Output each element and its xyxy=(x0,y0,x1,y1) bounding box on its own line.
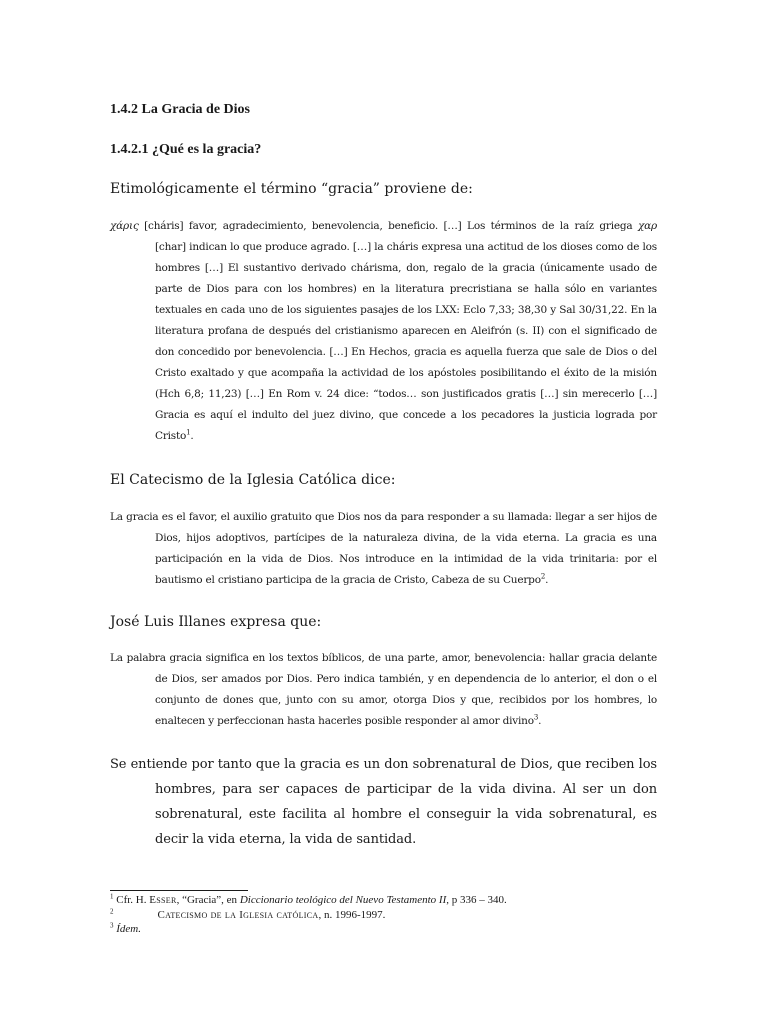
intro-line: Etimológicamente el término “gracia” proviene de: xyxy=(110,181,473,197)
conclusion-paragraph: Se entiende por tanto que la gracia es un don sobrenatural de Dios, que reciben los hombres, para ser capaces de participar de la vida divina. Al ser un don sobrenatural, este facilita al hombre el conseguir la vida sobrenatural, es decir la vida eterna, la vida de santidad. xyxy=(110,757,657,847)
quote-illanes: La palabra gracia significa en los textos bíblicos, de una parte, amor, benevolencia: hallar gracia delante de Dios, ser amados por Dios. Pero indica también, y en dependencia de lo anterior, el don o el conjunto de dones que, junto con su amor, otorga Dios y que, recibidos por los hombres, lo enaltecen y perfeccionan hasta hacerles posible responder al amor divino$^3$. xyxy=(110,652,657,727)
footnote-ref-3[interactable]: 3 xyxy=(533,713,539,722)
footnote-2: $^2$ Catecismo de la Iglesia católica, n. 1996-1997. xyxy=(110,907,386,921)
footnote-3: $^3$ Ídem. xyxy=(110,921,141,935)
greek-word: χάρις xyxy=(110,220,139,232)
illanes-intro: José Luis Illanes expresa que: xyxy=(110,614,322,630)
quote-etymology-text-2: [char] indican lo que produce agrado. […] la cháris expresa una actitud de los dioses como de los hombres […] El sustantivo derivado chárisma, don, regalo de la gracia (únicamente usado de parte de Dios para con los hombres) en la literatura precristiana se halla sólo en variantes textuales en cada uno de los siguientes pasajes de los LXX: Eclo 7,33; 38,30 y Sal 30/31,22. En la literatura profana de después del cristianismo aparecen en Aleifrón (s. II) con el significado de don concedido por benevolencia. […] En Hechos, gracia es aquella fuerza que sale de Dios o del Cristo exaltado y que acompaña la actividad de los apóstoles posibilitando el éxito de la misión (Hch 6,8; 11,23) […] En Rom v. 24 dice: “todos… son justificados gratis […] sin merecerlo […] Gracia es aquí el indulto del juez divino, que concede a los pecadores la justicia lograda por Cristo xyxy=(155,241,657,442)
quote-illanes-text: La palabra gracia significa en los textos bíblicos, de una parte, amor, benevolencia: hallar gracia delante de Dios, ser amados por Dios. Pero indica también, y en dependencia de lo anterior, el don o el conjunto de dones que, junto con su amor, otorga Dios y que, recibidos por los hombres, lo enaltecen y perfeccionan hasta hacerles posible responder al amor divino xyxy=(110,652,657,727)
quote-etymology-text: [cháris] favor, agradecimiento, benevolencia, beneficio. […] Los términos de la raíz griega xyxy=(144,220,633,232)
quote-catecismo: La gracia es el favor, el auxilio gratuito que Dios nos da para responder a su llamada: llegar a ser hijos de Dios, hijos adoptivos, partícipes de la naturaleza divina, de la vida eterna. La gracia es una participación en la vida de Dios. Nos introduce en la intimidad de la vida trinitaria: por el bautismo el cristiano participa de la gracia de Cristo, Cabeza de su Cuerpo$^2$. xyxy=(110,511,657,586)
footnote-separator xyxy=(110,890,248,891)
quote-etymology: χάρις [cháris] favor, agradecimiento, benevolencia, beneficio. […] Los términos de la raíz griega χαρ [char] indican lo que produce agrado. […] la cháris expresa una actitud de los dioses como de los hombres […] El sustantivo derivado chárisma, don, regalo de la gracia (únicamente usado de parte de Dios para con los hombres) en la literatura precristiana se halla sólo en variantes textuales en cada uno de los siguientes pasajes de los LXX: Eclo 7,33; 38,30 y Sal 30/31,22. En la literatura profana de después del cristianismo aparecen en Aleifrón (s. II) con el significado de don concedido por benevolencia. […] En Hechos, gracia es aquella fuerza que sale de Dios o del Cristo exaltado y que acompaña la actividad de los apóstoles posibilitando el éxito de la misión (Hch 6,8; 11,23) […] En Rom v. 24 dice: “todos… son justificados gratis […] sin merecerlo […] Gracia es aquí el indulto del juez divino, que concede a los pecadores la justicia lograda por Cristo$^1$. xyxy=(110,220,658,442)
quote-catecismo-text: La gracia es el favor, el auxilio gratuito que Dios nos da para responder a su llamada: llegar a ser hijos de Dios, hijos adoptivos, partícipes de la naturaleza divina, de la vida eterna. La gracia es una participación en la vida de Dios. Nos introduce en la intimidad de la vida trinitaria: por el bautismo el cristiano participa de la gracia de Cristo, Cabeza de su Cuerpo xyxy=(110,511,657,586)
footnote-1: $^1$ Cfr. H. Esser, “Gracia”, en Diccionario teológico del Nuevo Testamento II, p 336 – 340. xyxy=(110,892,507,906)
section-heading: 1.4.2 La Gracia de Dios xyxy=(110,102,250,117)
catecismo-intro: El Catecismo de la Iglesia Católica dice: xyxy=(110,472,396,488)
footnote-ref-1[interactable]: 1 xyxy=(186,428,191,437)
subsection-heading: 1.4.2.1 ¿Qué es la gracia? xyxy=(110,142,262,157)
greek-root: χαρ xyxy=(637,220,658,232)
footnote-ref-2[interactable]: 2 xyxy=(540,572,546,581)
